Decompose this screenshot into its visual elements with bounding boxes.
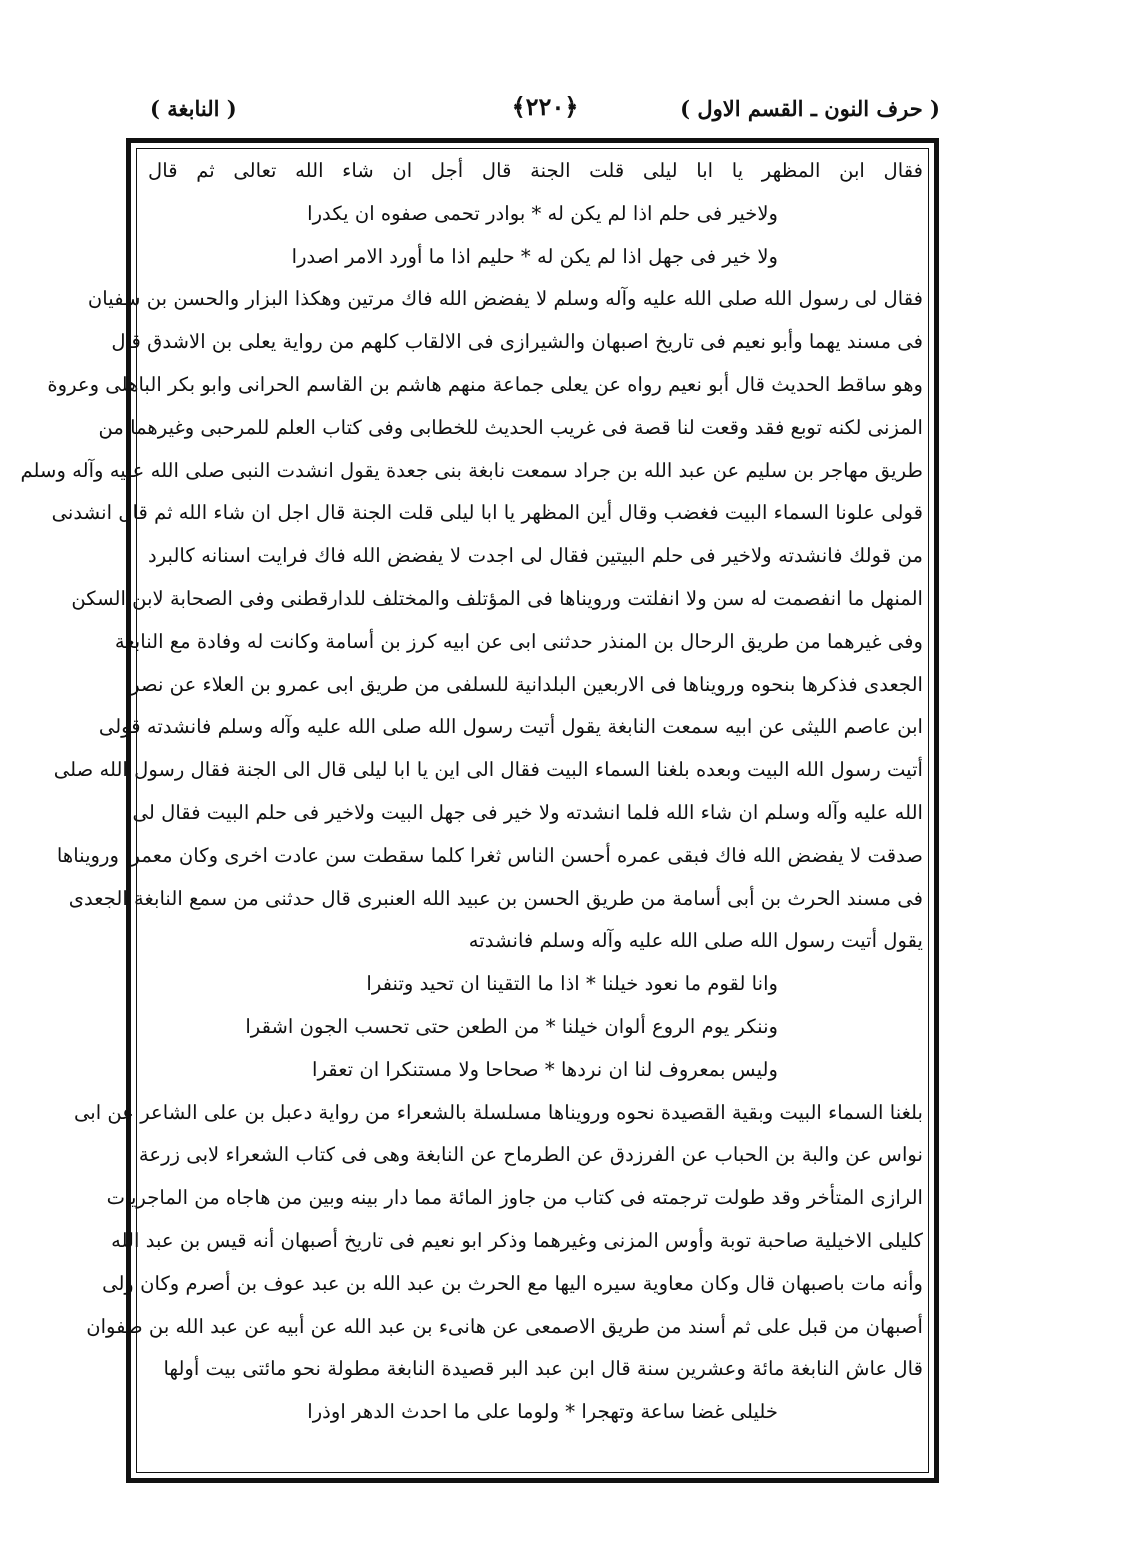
verse-line: وننكر يوم الروع ألوان خيلنا * من الطعن حتى تحسب الجون اشقرا bbox=[245, 1014, 778, 1038]
header-section-title: ( حرف النون ـ القسم الاول ) bbox=[680, 96, 940, 121]
text-line: قال عاش النابغة مائة وعشرين سنة قال ابن عبد البر قصيدة النابغة مطولة نحو مائتى بيت أولها bbox=[163, 1357, 923, 1381]
text-line: أتيت رسول الله البيت وبعده بلغنا السماء البيت فقال الى اين يا ابا ليلى قال الى الجنة فقال رسول الله صلى bbox=[53, 758, 923, 782]
running-header bbox=[150, 92, 940, 132]
verse-line: وانا لقوم ما نعود خيلنا * اذا ما التقينا ان تحيد وتنفرا bbox=[366, 972, 778, 996]
text-line: وهو ساقط الحديث قال أبو نعيم رواه عن يعلى جماعة منهم هاشم بن القاسم الحرانى وابو بكر الباهلى وعروة bbox=[47, 372, 923, 396]
text-line: فقال لى رسول الله صلى الله عليه وآله وسلم لا يفضض الله فاك مرتين وهكذا البزار والحسن بن سفيان bbox=[87, 287, 923, 311]
text-line: المزنى لكنه توبع فقد وقعت لنا قصة فى غريب الحديث للخطابى وفى كتاب العلم للمرحبى وغيرهما من bbox=[98, 415, 923, 439]
text-line: ابن عاصم الليثى عن ابيه سمعت النابغة يقول أتيت رسول الله صلى الله عليه وآله وسلم فانشدته قولى bbox=[98, 715, 923, 739]
text-line: وأنه مات باصبهان قال وكان معاوية سيره اليها مع الحرث بن عبد الله بن عبد عوف بن أصرم وكان ولى bbox=[102, 1271, 923, 1295]
text-line: أصبهان من قبل على ثم أسند من طريق الاصمعى عن هانىء بن عبد الله عن أبيه عن عبد الله بن صفوان bbox=[86, 1314, 923, 1338]
text-line: فى مسند الحرث بن أبى أسامة من طريق الحسن بن عبيد الله العنبرى قال حدثنى من سمع النابغة الجعدى bbox=[68, 886, 923, 910]
text-line: الجعدى فذكرها بنحوه ورويناها فى الاربعين البلدانية للسلفى من طريق ابى عمرو بن العلاء عن نصر bbox=[130, 672, 923, 696]
text-line: صدقت لا يفضض الله فاك فبقى عمره أحسن الناس ثغرا كلما سقطت سن عادت اخرى وكان معمرا ورويناها bbox=[56, 843, 923, 867]
text-line: الله عليه وآله وسلم ان شاء الله فلما انشدته ولا خير فى جهل البيت ولاخير فى حلم البيت فقال لى bbox=[132, 800, 923, 824]
text-line: طريق مهاجر بن سليم عن عبد الله بن جراد سمعت نابغة بنى جعدة يقول انشدت النبى صلى الله عليه وآله وسلم bbox=[20, 458, 923, 482]
text-line: من قولك فانشدته ولاخير فى حلم البيتين فقال لى اجدت لا يفضض الله فاك فرايت اسنانه كالبرد bbox=[148, 544, 923, 568]
body-text bbox=[20, 150, 923, 1434]
text-line: المنهل ما انفصمت له سن ولا انفلتت ورويناها فى المؤتلف والمختلف للدارقطنى وفى الصحابة لابن السكن bbox=[71, 586, 923, 610]
text-line: نواس عن والبة بن الحباب عن الفرزدق عن الطرماح عن النابغة وهى فى كتاب الشعراء لابى زرعة bbox=[138, 1143, 923, 1167]
verse-line: وليس بمعروف لنا ان نردها * صحاحا ولا مستنكرا ان تعقرا bbox=[312, 1057, 778, 1081]
verse-line: خليلى غضا ساعة وتهجرا * ولوما على ما احدث الدهر اوذرا bbox=[307, 1400, 778, 1424]
text-line: الرازى المتأخر وقد طولت ترجمته فى كتاب من جاوز المائة مما دار بينه وبين من هاجاه من الماجريات bbox=[106, 1186, 923, 1210]
header-entry-name: ( النابغة ) bbox=[150, 96, 237, 121]
verse-line: ولاخير فى حلم اذا لم يكن له * بوادر تحمى صفوه ان يكدرا bbox=[307, 201, 778, 225]
text-line: وفى غيرهما من طريق الرحال بن المنذر حدثنى ابى عن ابيه كرز بن أسامة وكانت له وفادة مع النابغة bbox=[114, 629, 923, 653]
text-line: قولى علونا السماء البيت فغضب وقال أين المظهر يا ابا ليلى قلت الجنة قال اجل ان شاء الله ثم قال انشدنى bbox=[51, 501, 923, 525]
text-line: كليلى الاخيلية صاحبة توبة وأوس المزنى وغيرهما وذكر ابو نعيم فى تاريخ أصبهان أنه قيس بن عبد الله bbox=[111, 1228, 923, 1252]
text-line: فى مسند يهما وأبو نعيم فى تاريخ اصبهان والشيرازى فى الالقاب كلهم من رواية يعلى بن الاشدق قال bbox=[111, 330, 923, 354]
text-line: بلغنا السماء البيت وبقية القصيدة نحوه ورويناها مسلسلة بالشعراء من رواية دعبل بن على الشاعر عن ابى bbox=[73, 1100, 923, 1124]
text-line: فقال ابن المظهر يا ابا ليلى قلت الجنة قال أجل ان شاء الله تعالى ثم قال bbox=[148, 159, 923, 182]
verse-line: ولا خير فى جهل اذا لم يكن له * حليم اذا ما أورد الامر اصدرا bbox=[291, 244, 778, 268]
page-number: ﴿٢٢٠﴾ bbox=[511, 92, 579, 121]
text-line: يقول أتيت رسول الله صلى الله عليه وآله وسلم فانشدته bbox=[468, 929, 923, 953]
